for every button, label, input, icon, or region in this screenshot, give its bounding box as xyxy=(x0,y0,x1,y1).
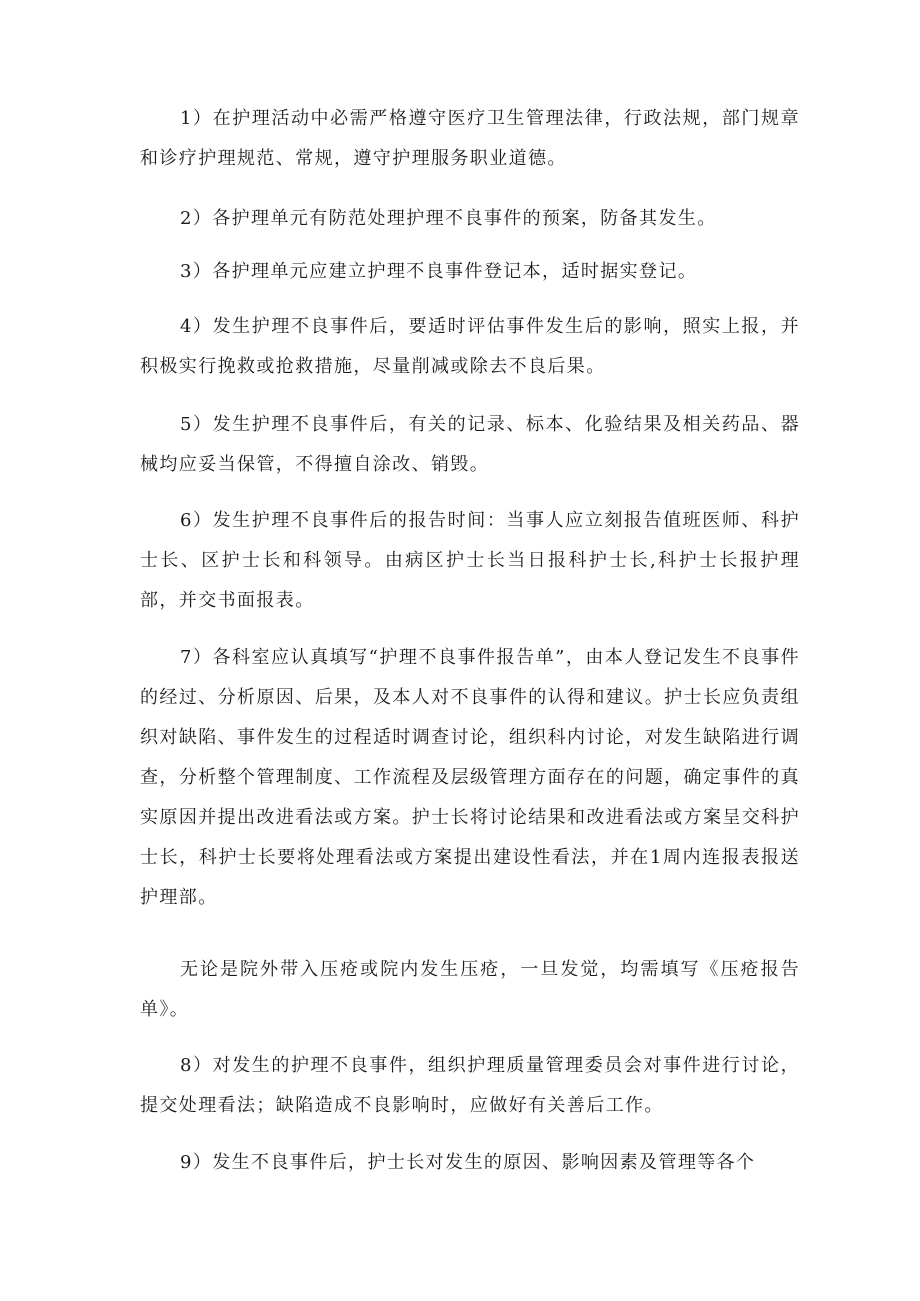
paragraph-2: 2）各护理单元有防范处理护理不良事件的预案，防备其发生。 xyxy=(180,208,717,229)
paragraph-8: 8）对发生的护理不良事件，组织护理质量管理委员会对事件进行讨论，提交处理看法；缺陷造成不良影响时，应做好有关善后工作。 xyxy=(140,1055,800,1116)
paragraph-9: 9）发生不良事件后，护士长对发生的原因、影响因素及管理等各个 xyxy=(180,1152,756,1173)
paragraph-7: 7）各科室应认真填写“护理不良事件报告单”，由本人登记发生不良事件的经过、分析原因、后果，及本人对不良事件的认得和建议。护士长应负责组织对缺陷、事件发生的过程适时调查讨论，组织科内讨论，对发生缺陷进行调查，分析整个管理制度、工作流程及层级管理方面存在的问题，确定事件的真实原因并提出改进看法或方案。护士长将讨论结果和改进看法或方案呈交科护士长，科护士长要将处理看法或方案提出建设性看法，并在1周内连报表报送护理部。 xyxy=(140,647,800,908)
paragraph-1: 1）在护理活动中必需严格遵守医疗卫生管理法律，行政法规，部门规章和诊疗护理规范、常规，遵守护理服务职业道德。 xyxy=(140,108,800,169)
paragraph-3: 3）各护理单元应建立护理不良事件登记本，适时据实登记。 xyxy=(180,261,698,282)
paragraph-4: 4）发生护理不良事件后，要适时评估事件发生后的影响，照实上报，并积极实行挽救或抢救措施，尽量削减或除去不良后果。 xyxy=(140,316,800,377)
paragraph-6: 6）发生护理不良事件后的报告时间：当事人应立刻报告值班医师、科护士长、区护士长和科领导。由病区护士长当日报科护士长,科护士长报护理部，并交书面报表。 xyxy=(140,510,800,611)
paragraph-5: 5）发生护理不良事件后，有关的记录、标本、化验结果及相关药品、器械均应妥当保管，不得擅自涂改、销毁。 xyxy=(140,414,800,475)
paragraph-pressure-ulcer: 无论是院外带入压疮或院内发生压疮，一旦发觉，均需填写《压疮报告单》。 xyxy=(140,959,800,1020)
